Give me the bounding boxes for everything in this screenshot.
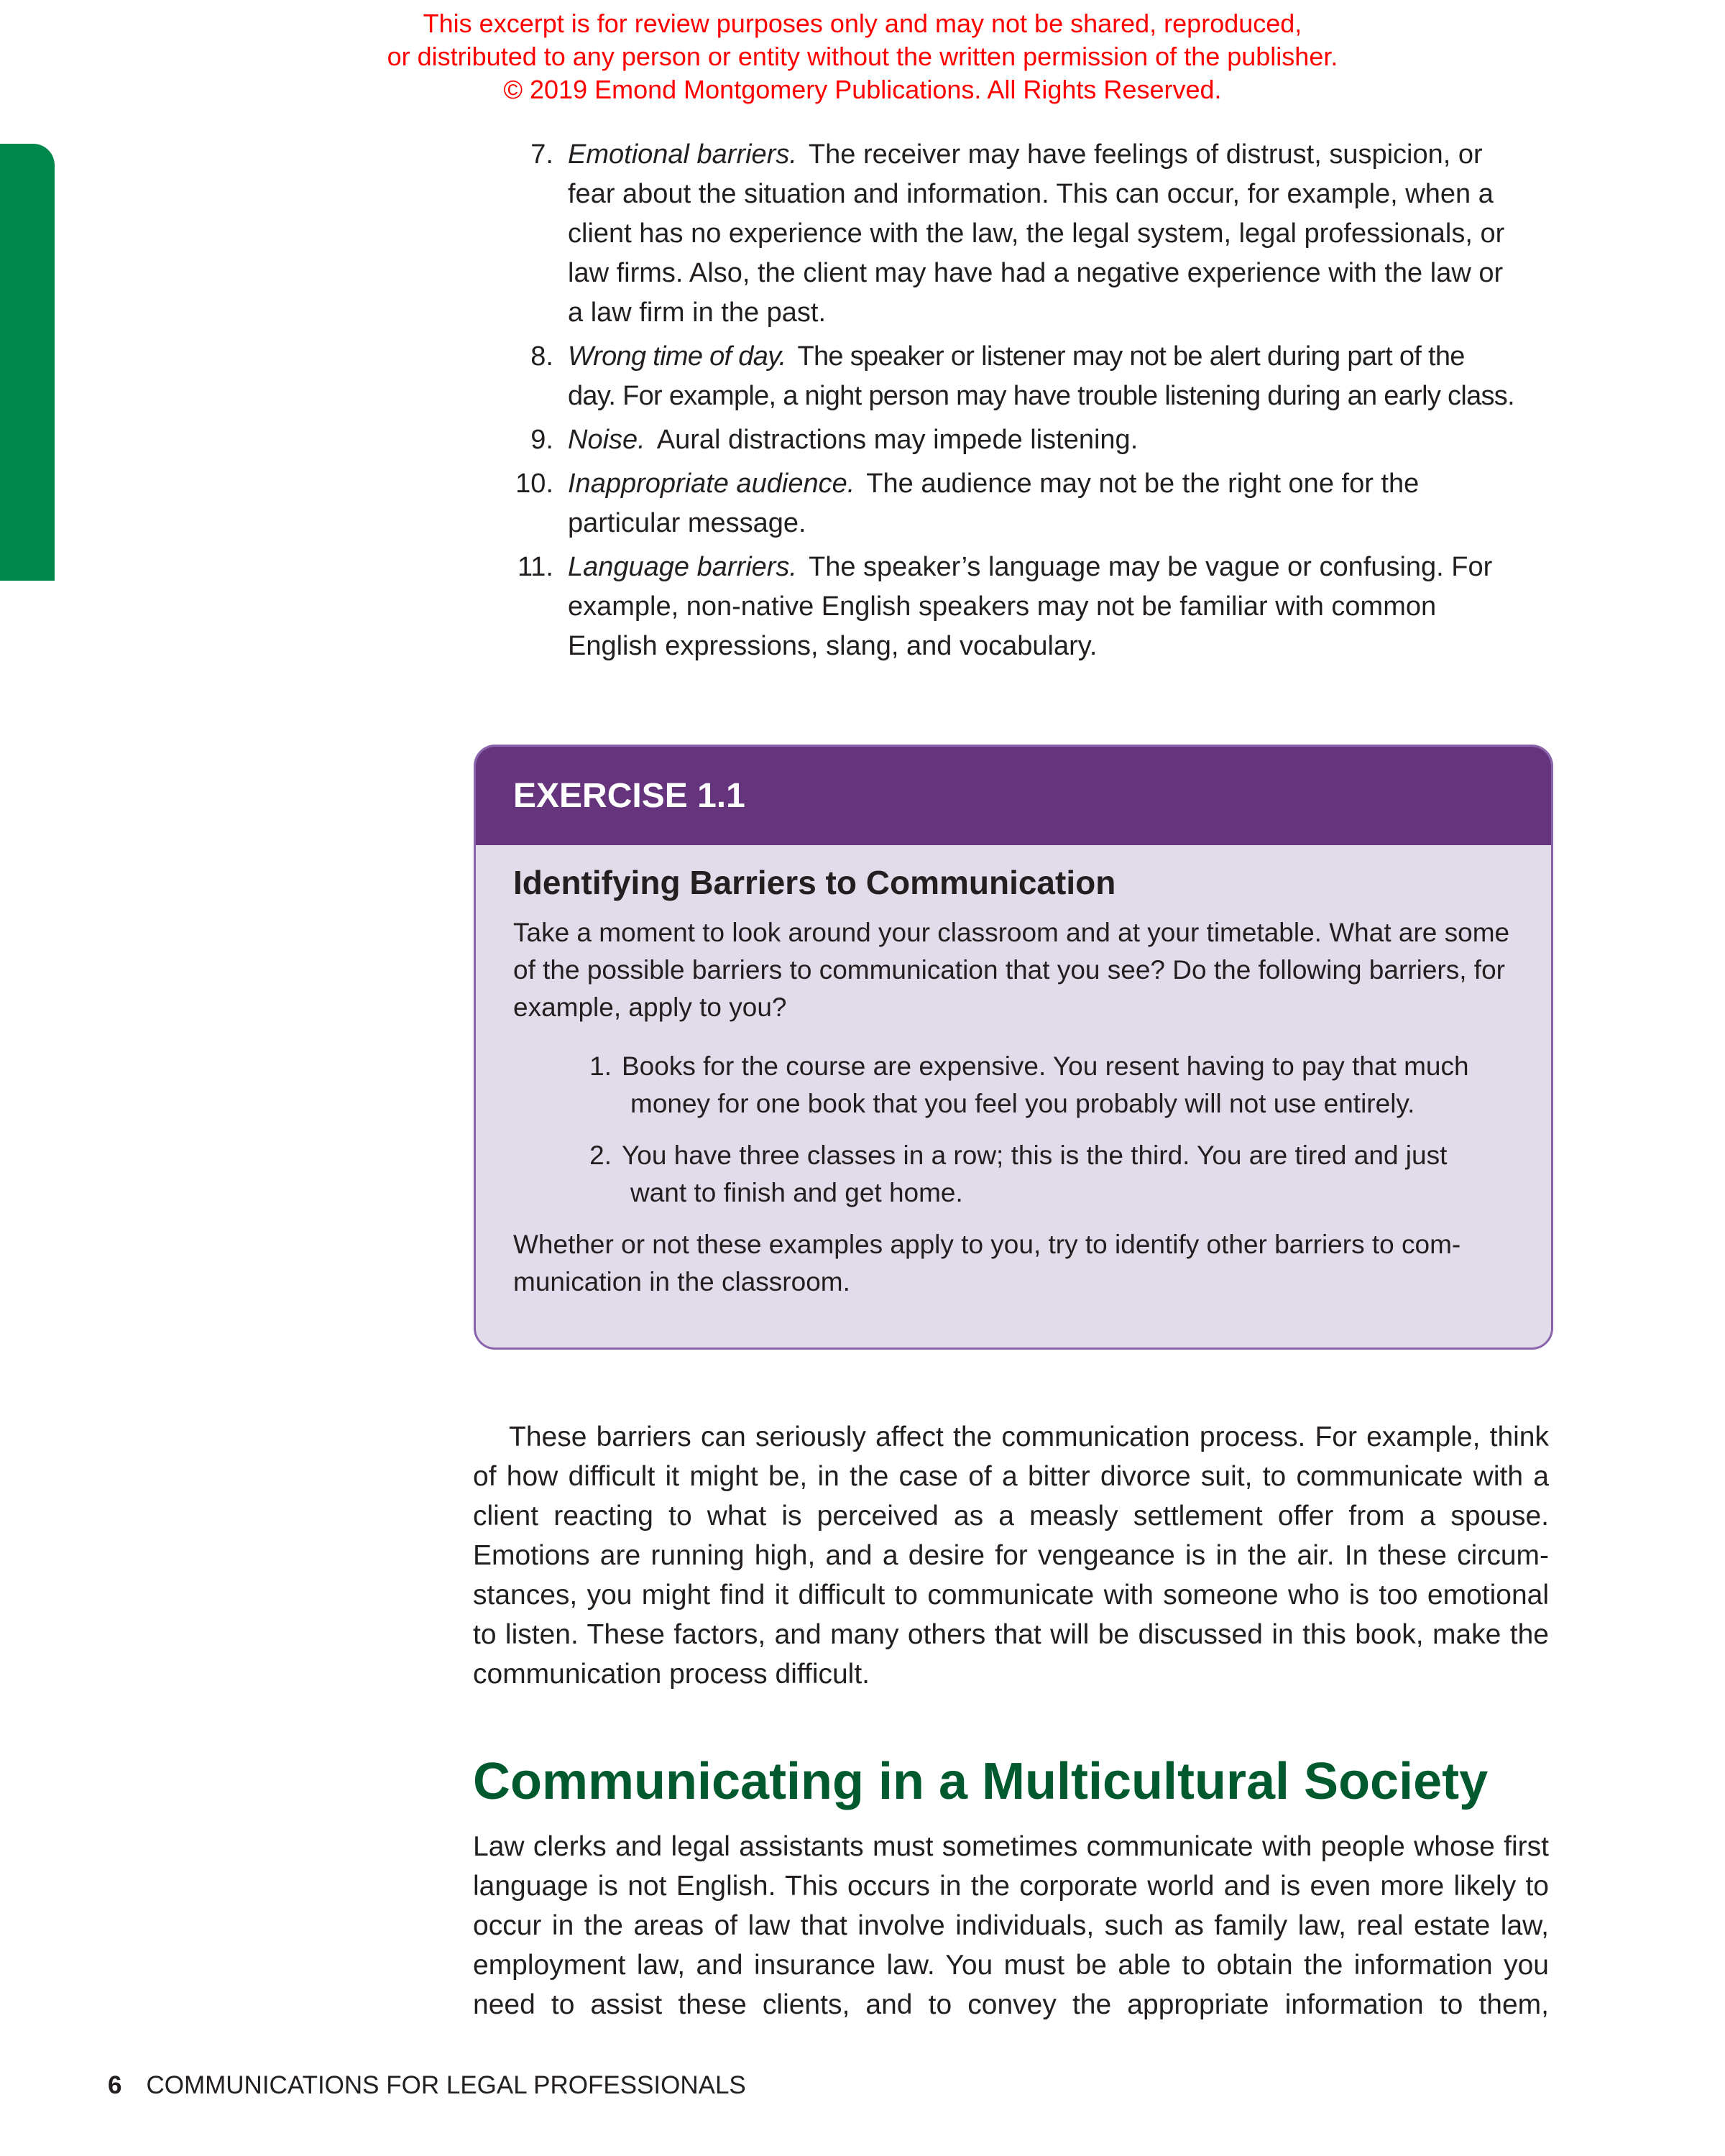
list-item-text: The receiver may have feelings of distrust, suspicion, or	[808, 139, 1483, 170]
paragraph-line: of how difficult it might be, in the case of a bitter divorce suit, to communicate with a	[473, 1461, 1549, 1492]
chapter-side-tab	[0, 144, 55, 581]
exercise-list-item	[513, 1137, 1514, 1212]
list-item-number: 8.	[530, 341, 553, 372]
review-notice-line: or distributed to any person or entity without the written permission of the publisher.	[387, 42, 1338, 71]
list-item-term: Noise.	[568, 425, 645, 455]
exercise-intro-line: of the possible barriers to communication that you see? Do the following barriers, for	[513, 955, 1505, 985]
list-item-text: a law firm in the past.	[568, 298, 827, 328]
paragraph-line: language is not English. This occurs in the corporate world and is even more likely to	[473, 1871, 1549, 1902]
list-item-text: English expressions, slang, and vocabulary.	[568, 631, 1098, 661]
list-item-text: The audience may not be the right one for the	[866, 469, 1420, 499]
list-item-number: 9.	[530, 425, 553, 455]
exercise-box	[474, 745, 1553, 1350]
exercise-item-number: 1.	[589, 1051, 612, 1081]
exercise-intro	[513, 914, 1514, 1026]
paragraph-line: client reacting to what is perceived as a measly settlement offer from a spouse.	[473, 1501, 1549, 1531]
list-item-term: Language barriers.	[568, 552, 797, 582]
list-item	[474, 464, 1552, 543]
list-item	[474, 337, 1552, 416]
exercise-item-text: want to finish and get home.	[630, 1178, 963, 1207]
list-item	[474, 420, 1552, 460]
list-item-text: particular message.	[568, 508, 806, 538]
paragraph-line: communication process difficult.	[473, 1659, 870, 1690]
list-item-text: law firms. Also, the client may have had a negative experience with the law or	[568, 258, 1504, 288]
paragraph-line: stances, you might find it difficult to communicate with someone who is too emotional	[473, 1580, 1549, 1611]
list-item-term: Emotional barriers.	[568, 139, 797, 170]
exercise-closing	[513, 1226, 1514, 1301]
exercise-list	[513, 1048, 1514, 1212]
exercise-subtitle: Identifying Barriers to Communication	[513, 864, 1116, 901]
exercise-item-number: 2.	[589, 1141, 612, 1170]
paragraph-line: to listen. These factors, and many others that will be discussed in this book, make the	[473, 1619, 1549, 1650]
paragraph-line: occur in the areas of law that involve individuals, such as family law, real estate law,	[473, 1910, 1549, 1941]
page-footer	[108, 2070, 746, 2101]
paragraph-line: Emotions are running high, and a desire for vengeance is in the air. In these circum-	[473, 1540, 1549, 1571]
barriers-list	[474, 135, 1552, 671]
paragraph-line: Law clerks and legal assistants must sometimes communicate with people whose first	[473, 1831, 1549, 1862]
exercise-intro-line: example, apply to you?	[513, 992, 787, 1022]
list-item-term: Inappropriate audience.	[568, 469, 855, 499]
list-item-text: day. For example, a night person may have trouble listening during an early class.	[568, 381, 1514, 411]
list-item-text: client has no experience with the law, the legal system, legal professionals, or	[568, 218, 1505, 249]
exercise-closing-line: Whether or not these examples apply to you, try to identify other barriers to com-	[513, 1230, 1461, 1259]
list-item-number: 11.	[517, 552, 553, 582]
list-item-number: 10.	[515, 469, 553, 499]
list-item	[474, 135, 1552, 333]
body-paragraph	[473, 1417, 1549, 1694]
paragraph-line: These barriers can seriously affect the communication process. For example, think	[509, 1422, 1549, 1452]
exercise-item-text: Books for the course are expensive. You resent having to pay that much	[622, 1051, 1469, 1081]
list-item-text: Aural distractions may impede listening.	[656, 425, 1138, 455]
exercise-label: EXERCISE 1.1	[476, 747, 1551, 845]
section-paragraph	[473, 1827, 1549, 2024]
exercise-item-text: You have three classes in a row; this is the third. You are tired and just	[622, 1141, 1448, 1170]
section-heading: Communicating in a Multicultural Society	[473, 1753, 1489, 1810]
exercise-item-text: money for one book that you feel you probably will not use entirely.	[630, 1089, 1415, 1118]
paragraph-line: employment law, and insurance law. You must be able to obtain the information you	[473, 1950, 1549, 1981]
list-item-term: Wrong time of day.	[568, 341, 786, 372]
review-notice-line: © 2019 Emond Montgomery Publications. All Rights Reserved.	[503, 75, 1222, 104]
exercise-list-item	[513, 1048, 1514, 1123]
exercise-closing-line: munication in the classroom.	[513, 1267, 850, 1296]
list-item-number: 7.	[530, 139, 553, 170]
page-number: 6	[108, 2071, 122, 2099]
list-item-text: fear about the situation and information. This can occur, for example, when a	[568, 179, 1494, 209]
list-item-text: The speaker’s language may be vague or confusing. For	[809, 552, 1493, 582]
paragraph-line: need to assist these clients, and to convey the appropriate information to them,	[473, 1989, 1549, 2020]
exercise-intro-line: Take a moment to look around your classroom and at your timetable. What are some	[513, 918, 1510, 947]
review-notice-line: This excerpt is for review purposes only and may not be shared, reproduced,	[423, 9, 1302, 38]
list-item-text: The speaker or listener may not be alert during part of the	[797, 341, 1465, 372]
list-item	[474, 548, 1552, 666]
book-title: COMMUNICATIONS FOR LEGAL PROFESSIONALS	[146, 2071, 746, 2099]
list-item-text: example, non-native English speakers may not be familiar with common	[568, 591, 1437, 622]
review-notice	[0, 7, 1725, 106]
